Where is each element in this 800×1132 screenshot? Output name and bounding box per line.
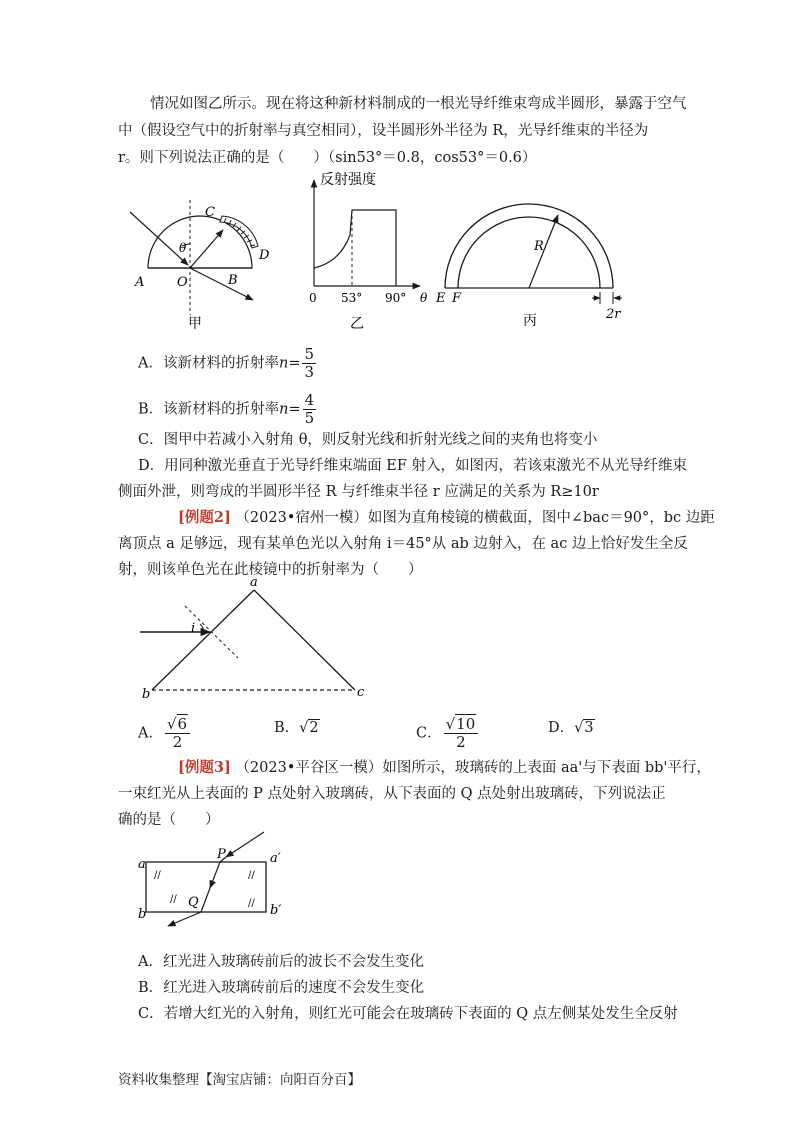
prism-i-arc [200, 624, 204, 632]
ex2-tag: [例题2] [178, 509, 231, 526]
intro-line-1: 情况如图乙所示。现在将这种新材料制成的一根光导纤维束弯成半圆形，暴露于空气 [150, 96, 687, 112]
glass-hatch-1: // [154, 870, 161, 881]
ex2-option-d-rad: 3 [584, 720, 594, 736]
yi-xlabel: θ [420, 291, 428, 305]
ex2-option-c-rad: 10 [456, 715, 476, 733]
q1-option-a-var: n [278, 355, 289, 372]
ex2-option-a-den: 2 [172, 733, 183, 751]
ex2-option-d-label: D． [548, 720, 575, 736]
ex3-option-b: B．红光进入玻璃砖前后的速度不会发生变化 [138, 980, 425, 996]
label-C: C [205, 205, 215, 220]
q1-option-b-den: 5 [304, 409, 315, 427]
ex2-option-b [274, 718, 320, 738]
yi-curve [314, 210, 396, 286]
glass-label-a: a [138, 857, 146, 872]
figure-glass [130, 822, 300, 927]
caption-yi: 乙 [350, 316, 364, 330]
ex2-option-a-sqrt: √ [166, 715, 177, 733]
ex3-text-1: （2023•平谷区一模）如图所示，玻璃砖的上表面 aa'与下表面 bb'平行， [235, 760, 711, 776]
label-O: O [177, 275, 188, 290]
ex2-option-c-den: 2 [456, 733, 466, 751]
yi-53-label: 53° [341, 291, 363, 305]
glass-incident-ray [226, 832, 264, 857]
q1-option-a-fraction [302, 346, 316, 381]
ex2-option-a-label: A． [138, 725, 163, 742]
prism-ac [254, 590, 355, 690]
figure-yi [309, 171, 428, 330]
figure-1 [130, 170, 650, 330]
ex2-option-a-fraction [165, 716, 190, 751]
glass-hatch-4: // [248, 898, 255, 909]
ex2-option-c [416, 716, 480, 751]
glass-label-a-prime: a′ [270, 851, 281, 866]
refracted-ray [190, 230, 223, 268]
glass-exit-ray [168, 912, 201, 926]
ex3-line-2: 一束红光从上表面的 P 点处射入玻璃砖，从下表面的 Q 点处射出玻璃砖，下列说法正 [118, 786, 666, 802]
ex2-option-b-rad: 2 [309, 720, 319, 736]
ex2-option-c-sqrt: √ [445, 715, 456, 733]
q1-option-b-text: B．该新材料的折射率 [138, 401, 280, 418]
q1-option-a-num: 5 [304, 345, 315, 363]
glass-hatch-3: // [170, 894, 177, 905]
yi-origin: 0 [309, 291, 317, 305]
ex2-option-d [548, 718, 595, 738]
intro-line-2: 中（假设空气中的折射率与真空相同），设半圆形外半径为 R，光导纤维束的半径为 [118, 123, 649, 139]
q1-option-b-eq: = [288, 401, 301, 418]
label-B: B [228, 273, 238, 288]
q1-option-a-eq: = [288, 355, 301, 372]
label-A: A [135, 275, 145, 290]
reflected-ray [190, 268, 253, 300]
glass-label-b-prime: b′ [270, 903, 282, 918]
q1-option-d-line-1: D．用同种激光垂直于光导纤维束端面 EF 射入，如图丙，若该束激光不从光导纤维束 [138, 458, 687, 474]
bing-label-E: E [436, 291, 446, 306]
prism-label-c: c [357, 685, 365, 700]
yi-90-label: 90° [385, 291, 407, 305]
glass-refracted-ray [210, 862, 220, 888]
ex2-option-a-rad: 6 [177, 715, 188, 733]
bing-label-F: F [452, 291, 462, 306]
q1-option-b [138, 392, 318, 427]
figure-prism [130, 570, 390, 702]
glass-hatch-2: // [248, 870, 255, 881]
bing-label-2r: 2r [606, 307, 621, 322]
figure-jia [130, 200, 270, 330]
ex3-line-1 [178, 758, 711, 778]
q1-option-a-den: 3 [304, 363, 315, 381]
caption-bing: 丙 [523, 313, 537, 329]
prism-label-i: i [191, 621, 196, 636]
q1-option-b-num: 4 [304, 391, 315, 409]
prism-ab [152, 590, 254, 690]
bing-inner-arc [458, 217, 600, 288]
ex2-option-b-label: B． [274, 720, 300, 736]
ex2-line-3: 射，则该单色光在此棱镜中的折射率为（ ） [118, 562, 423, 578]
q1-option-a-text: A．该新材料的折射率 [138, 355, 279, 372]
ex3-tag: [例题3] [178, 759, 231, 776]
q1-option-b-fraction [303, 392, 317, 427]
label-theta: θ [179, 241, 187, 255]
ex3-line-3: 确的是（ ） [118, 812, 220, 828]
ex2-option-a [138, 716, 192, 751]
bing-label-R: R [534, 239, 544, 254]
prism-label-a: a [250, 575, 258, 590]
ex3-option-c: C．若增大红光的入射角，则红光可能会在玻璃砖下表面的 Q 点左侧某处发生全反射 [138, 1006, 678, 1022]
figure-bing [435, 204, 622, 329]
q1-option-a [138, 346, 318, 381]
glass-refracted-end [201, 888, 210, 912]
yi-ylabel: 反射强度 [320, 172, 376, 188]
glass-label-b: b [138, 907, 147, 922]
glass-label-Q: Q [188, 895, 199, 910]
intro-line-3: r。则下列说法正确的是（ ）（sin53°＝0.8，cos53°＝0.6） [118, 150, 537, 166]
q1-option-b-var: n [279, 401, 289, 418]
fiber-piece [220, 216, 258, 248]
q1-option-d-line-2: 侧面外泄，则弯成的半圆形半径 R 与纤维束半径 r 应满足的关系为 R≥10r [118, 484, 599, 500]
label-D: D [259, 248, 270, 263]
ex2-option-d-sqrt: √ [574, 720, 584, 736]
ex2-line-2: 离顶点 a 足够远，现有某单色光以入射角 i＝45°从 ab 边射入，在 ac 边上恰好发生全反 [118, 536, 688, 552]
ex2-option-b-sqrt: √ [299, 720, 309, 736]
prism-label-b: b [142, 687, 151, 702]
page-footer: 资料收集整理【淘宝店铺：向阳百分百】 [118, 1072, 361, 1088]
ex2-option-c-label: C． [416, 725, 442, 742]
ex2-line-1 [178, 508, 715, 528]
q1-option-c: C．图甲中若减小入射角 θ，则反射光线和折射光线之间的夹角也将变小 [138, 432, 598, 448]
ex2-option-c-fraction [444, 716, 479, 751]
glass-label-P: P [217, 847, 226, 862]
ex2-text-1: （2023•宿州一模）如图为直角棱镜的横截面，图中∠bac＝90°，bc 边距 [235, 510, 715, 526]
caption-jia: 甲 [188, 316, 202, 330]
ex3-option-a: A．红光进入玻璃砖前后的波长不会发生变化 [138, 954, 424, 970]
